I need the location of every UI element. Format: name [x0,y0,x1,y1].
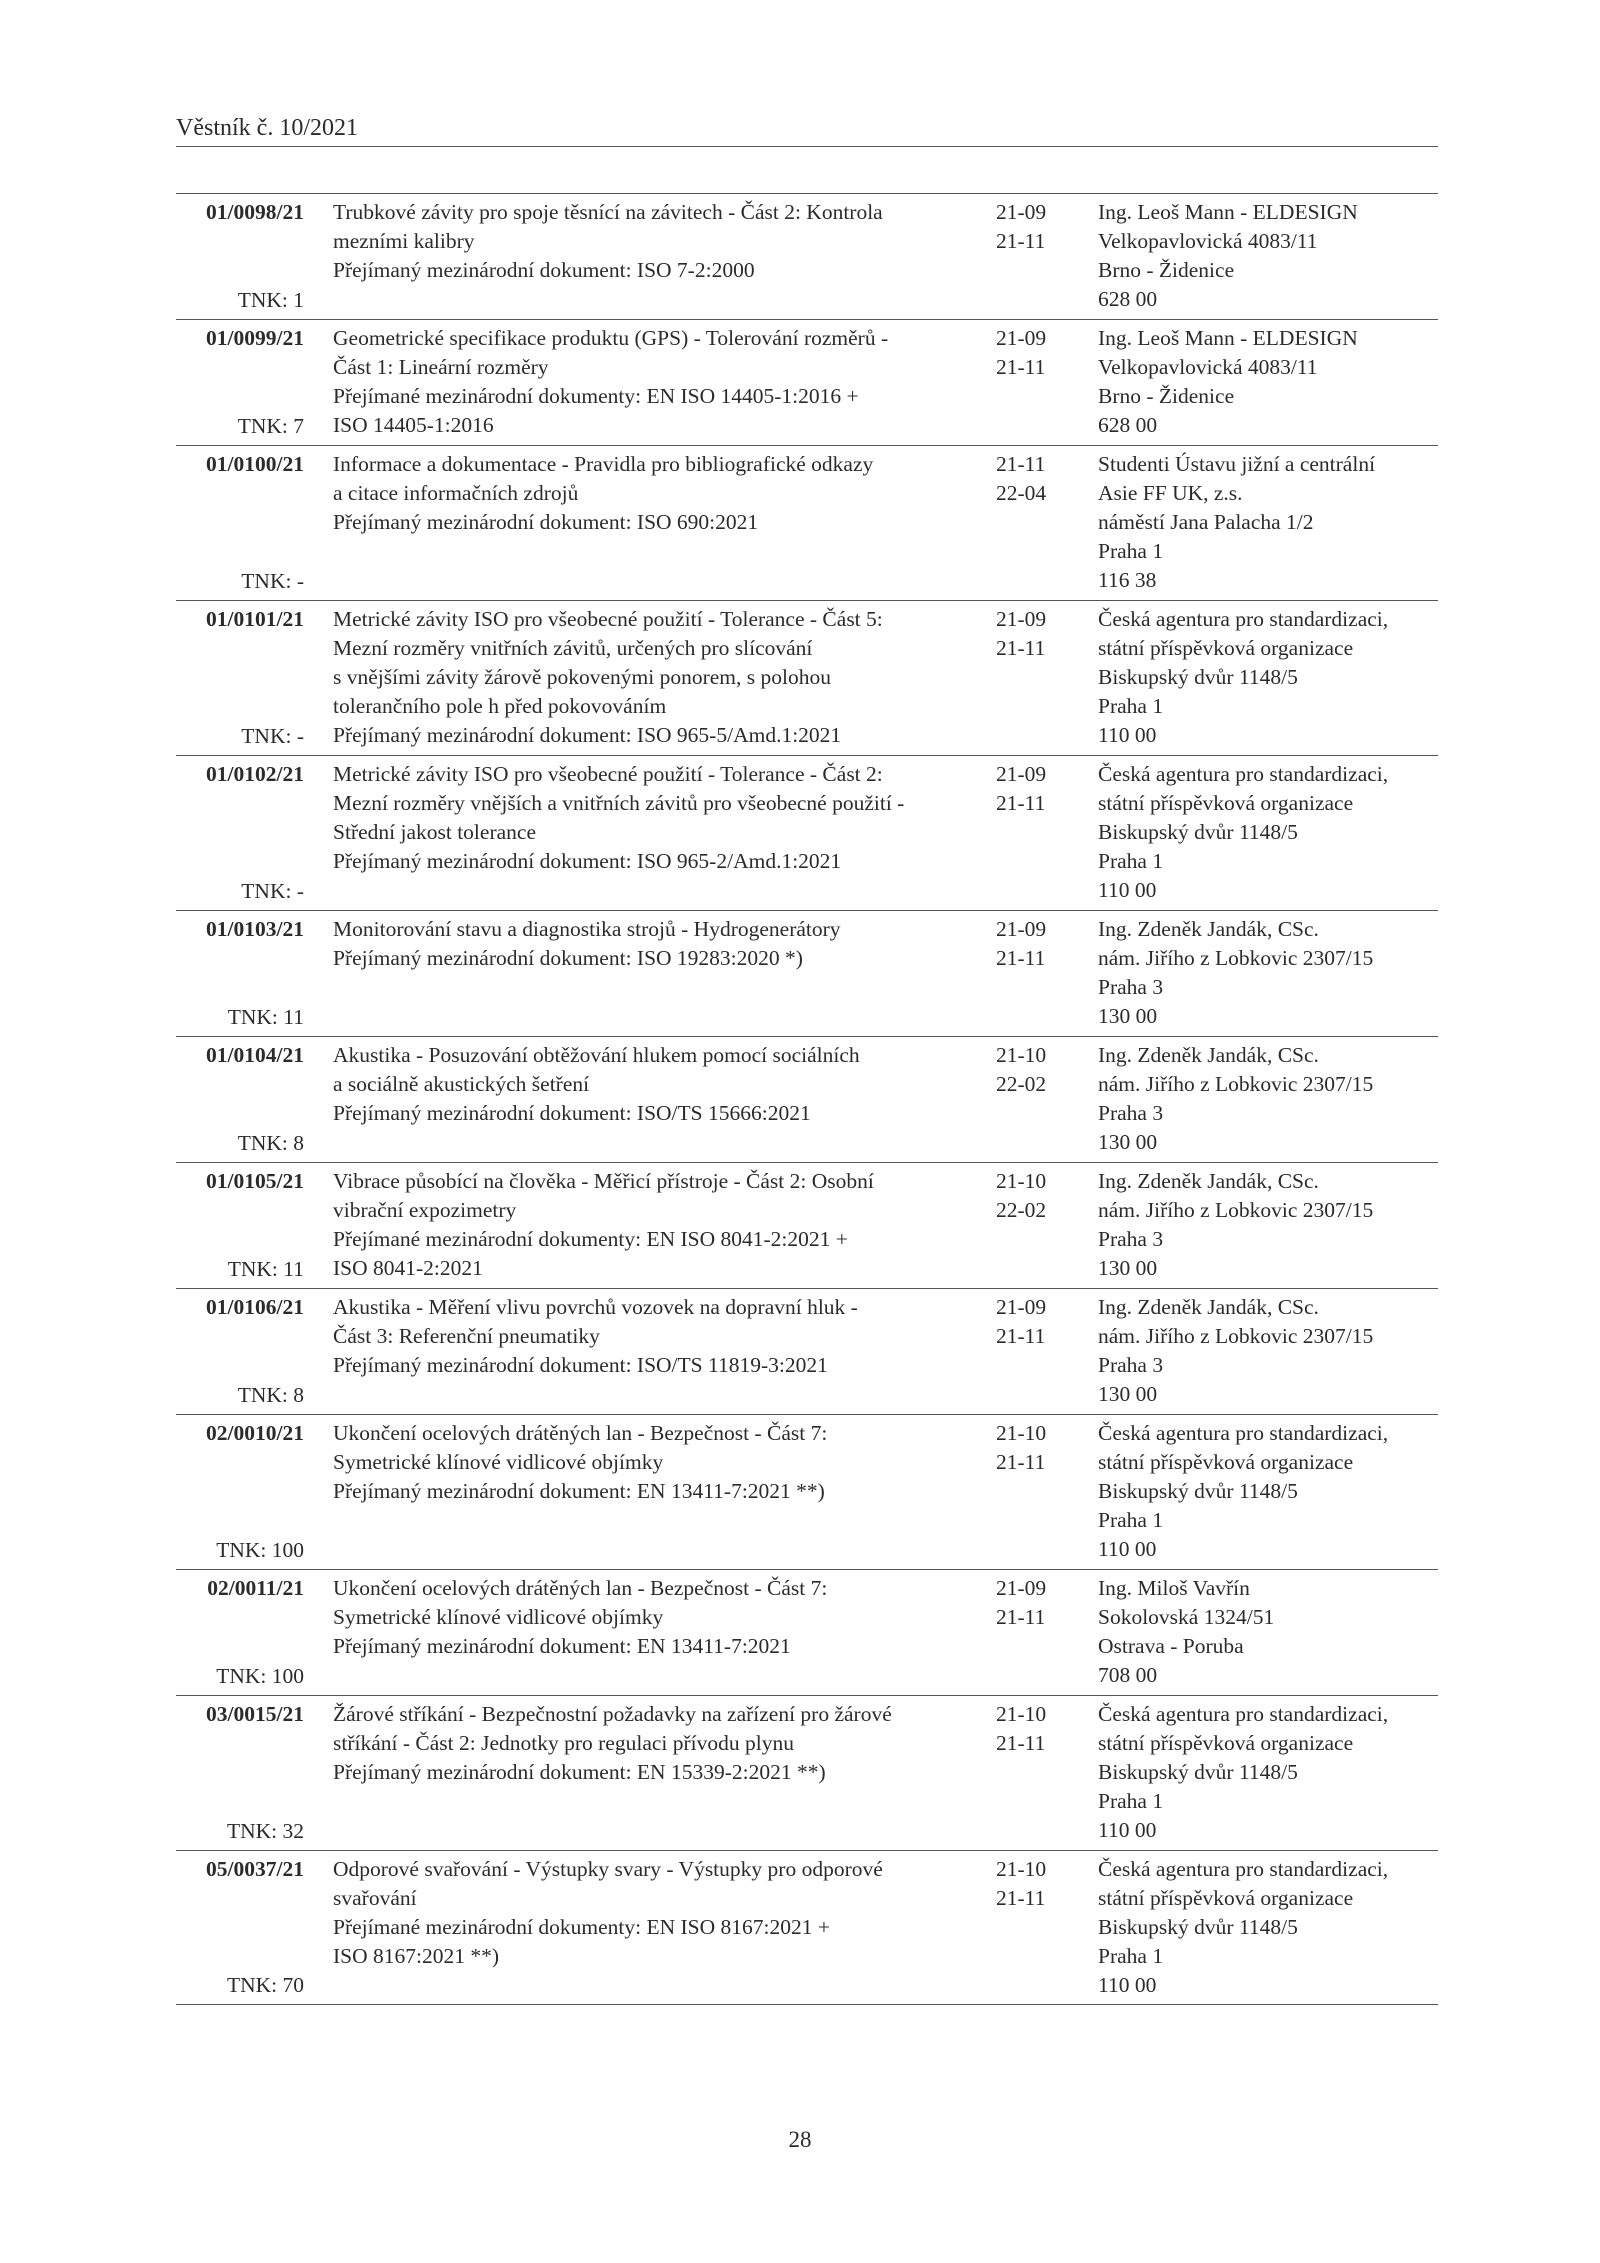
title-line: Přejímaný mezinárodní dokument: EN 15339-2:2021 **) [333,1760,826,1784]
tnk-label: TNK: 11 [227,1005,304,1029]
table-row [176,1288,1438,1414]
contact-cell [1098,1419,1438,1564]
standard-title-cell [333,915,973,973]
title-line: Přejímaný mezinárodní dokument: ISO/TS 15666:2021 [333,1101,811,1125]
date-value: 21-10 [996,1702,1047,1726]
tnk-label: TNK: 1 [237,288,304,312]
tnk-label: TNK: 8 [237,1383,304,1407]
contact-cell [1098,198,1438,314]
standard-title-cell [333,1293,973,1380]
standard-title-cell [333,1855,973,1971]
row-number-cell [176,915,304,1032]
contact-cell [1098,1855,1438,2000]
contact-cell [1098,1574,1438,1690]
contact-line: Biskupský dvůr 1148/5 [1098,665,1298,689]
contact-line: Česká agentura pro standardizaci, [1098,762,1389,786]
dates-cell [996,1293,1076,1351]
row-number-cell [176,1574,304,1691]
date-value: 21-11 [996,1450,1046,1474]
title-line: vibrační expozimetry [333,1198,517,1222]
date-value: 21-09 [996,1295,1047,1319]
contact-line: Praha 3 [1098,975,1164,999]
table-row [176,319,1438,445]
table-row [176,1414,1438,1569]
title-line: Ukončení ocelových drátěných lan - Bezpečnost - Část 7: [333,1576,828,1600]
contact-line: 110 00 [1098,1973,1157,1997]
tnk-label: TNK: 32 [226,1819,304,1843]
title-line: Mezní rozměry vnitřních závitů, určených pro slícování [333,636,813,660]
standard-number: 02/0010/21 [206,1421,304,1445]
table-row [176,445,1438,600]
title-line: a citace informačních zdrojů [333,481,579,505]
contact-line: Česká agentura pro standardizaci, [1098,1421,1389,1445]
title-line: ISO 14405-1:2016 [333,413,494,437]
standard-number: 01/0101/21 [206,607,304,631]
title-line: Symetrické klínové vidlicové objímky [333,1605,664,1629]
standard-title-cell [333,450,973,537]
table-row [176,1695,1438,1850]
standard-title-cell [333,1419,973,1506]
contact-line: Ing. Zdeněk Jandák, CSc. [1098,1043,1319,1067]
contact-line: 110 00 [1098,1537,1157,1561]
contact-line: 708 00 [1098,1663,1158,1687]
tnk-label: TNK: 11 [227,1257,304,1281]
standard-title-cell [333,1574,973,1661]
row-number-cell [176,760,304,906]
contact-line: Ing. Zdeněk Jandák, CSc. [1098,1295,1319,1319]
contact-cell [1098,915,1438,1031]
contact-cell [1098,1041,1438,1157]
title-line: Přejímaný mezinárodní dokument: ISO 965-2/Amd.1:2021 [333,849,842,873]
contact-line: Praha 1 [1098,1789,1164,1813]
date-value: 21-11 [996,452,1046,476]
date-value: 22-02 [996,1072,1047,1096]
table-row [176,755,1438,910]
title-line: Informace a dokumentace - Pravidla pro bibliografické odkazy [333,452,874,476]
title-line: Přejímaný mezinárodní dokument: ISO 19283:2020 *) [333,946,803,970]
tnk-label: TNK: 100 [216,1538,304,1562]
contact-line: Praha 3 [1098,1101,1164,1125]
contact-line: 110 00 [1098,723,1157,747]
date-value: 21-09 [996,326,1047,350]
date-value: 21-09 [996,1576,1047,1600]
contact-line: Praha 3 [1098,1353,1164,1377]
date-value: 22-04 [996,481,1047,505]
contact-line: nám. Jiřího z Lobkovic 2307/15 [1098,1324,1374,1348]
contact-line: Česká agentura pro standardizaci, [1098,1857,1389,1881]
title-line: ISO 8167:2021 **) [333,1944,500,1968]
date-value: 21-09 [996,762,1047,786]
standard-number: 05/0037/21 [206,1857,304,1881]
standard-title-cell [333,324,973,440]
dates-cell [996,324,1076,382]
title-line: svařování [333,1886,417,1910]
date-value: 21-10 [996,1043,1047,1067]
title-line: Akustika - Posuzování obtěžování hlukem pomocí sociálních [333,1043,860,1067]
date-value: 21-11 [996,791,1046,815]
dates-cell [996,1041,1076,1099]
date-value: 21-11 [996,946,1046,970]
contact-cell [1098,760,1438,905]
title-line: Akustika - Měření vlivu povrchů vozovek na dopravní hluk - [333,1295,858,1319]
title-line: Část 1: Lineární rozměry [333,355,549,379]
tnk-label: TNK: - [241,879,304,903]
header-rule [176,146,1438,147]
contact-line: Praha 1 [1098,694,1164,718]
contact-line: Velkopavlovická 4083/11 [1098,355,1318,379]
contact-line: Praha 1 [1098,1508,1164,1532]
contact-line: Praha 1 [1098,539,1164,563]
title-line: a sociálně akustických šetření [333,1072,590,1096]
table-row [176,1569,1438,1695]
row-number-cell [176,1855,304,2000]
date-value: 21-10 [996,1421,1047,1445]
dates-cell [996,450,1076,508]
contact-line: Biskupský dvůr 1148/5 [1098,1479,1298,1503]
contact-line: státní příspěvková organizace [1098,1450,1354,1474]
title-line: Přejímaný mezinárodní dokument: ISO 7-2:2000 [333,258,755,282]
row-number-cell [176,1167,304,1284]
dates-cell [996,198,1076,256]
title-line: Část 3: Referenční pneumatiky [333,1324,600,1348]
date-value: 21-11 [996,636,1046,660]
title-line: Přejímaný mezinárodní dokument: EN 13411-7:2021 **) [333,1479,825,1503]
table-row [176,193,1438,319]
title-line: ISO 8041-2:2021 [333,1256,483,1280]
contact-line: Ing. Leoš Mann - ELDESIGN [1098,200,1358,224]
contact-line: Sokolovská 1324/51 [1098,1605,1275,1629]
date-value: 21-11 [996,1324,1046,1348]
contact-line: Brno - Židenice [1098,258,1235,282]
title-line: Symetrické klínové vidlicové objímky [333,1450,664,1474]
title-line: s vnějšími závity žárově pokovenými ponorem, s polohou [333,665,831,689]
standard-number: 01/0100/21 [206,452,304,476]
contact-line: 130 00 [1098,1256,1158,1280]
standard-number: 01/0106/21 [206,1295,304,1319]
title-line: Vibrace působící na člověka - Měřicí přístroje - Část 2: Osobní [333,1169,874,1193]
dates-cell [996,915,1076,973]
contact-line: Brno - Židenice [1098,384,1235,408]
table-row [176,1162,1438,1288]
tnk-label: TNK: 7 [237,414,304,438]
contact-line: 628 00 [1098,413,1158,437]
dates-cell [996,1700,1076,1758]
row-number-cell [176,1293,304,1410]
title-line: Přejímané mezinárodní dokumenty: EN ISO 14405-1:2016 + [333,384,859,408]
date-value: 21-09 [996,917,1047,941]
dates-cell [996,1574,1076,1632]
contact-cell [1098,324,1438,440]
contact-line: nám. Jiřího z Lobkovic 2307/15 [1098,946,1374,970]
standard-title-cell [333,1700,973,1787]
contact-line: Praha 3 [1098,1227,1164,1251]
tnk-label: TNK: 8 [237,1131,304,1155]
contact-line: Ing. Leoš Mann - ELDESIGN [1098,326,1358,350]
standard-title-cell [333,760,973,876]
tnk-label: TNK: 70 [226,1973,304,1997]
contact-line: 628 00 [1098,287,1158,311]
contact-cell [1098,1293,1438,1409]
title-line: stříkání - Část 2: Jednotky pro regulaci přívodu plynu [333,1731,794,1755]
standard-number: 02/0011/21 [207,1576,304,1600]
contact-line: nám. Jiřího z Lobkovic 2307/15 [1098,1072,1374,1096]
tnk-label: TNK: 100 [216,1664,304,1688]
contact-line: Praha 1 [1098,1944,1164,1968]
contact-line: Biskupský dvůr 1148/5 [1098,1915,1298,1939]
contact-line: 110 00 [1098,1818,1157,1842]
contact-line: Ing. Miloš Vavřín [1098,1576,1250,1600]
contact-line: Ostrava - Poruba [1098,1634,1244,1658]
row-number-cell [176,605,304,751]
contact-line: Studenti Ústavu jižní a centrální [1098,452,1376,476]
standard-title-cell [333,198,973,285]
title-line: Geometrické specifikace produktu (GPS) - Tolerování rozměrů - [333,326,889,350]
contact-line: 110 00 [1098,878,1157,902]
date-value: 21-11 [996,1886,1046,1910]
title-line: Přejímaný mezinárodní dokument: EN 13411-7:2021 [333,1634,791,1658]
contact-cell [1098,605,1438,750]
title-line: Metrické závity ISO pro všeobecné použití - Tolerance - Část 2: [333,762,883,786]
title-line: Přejímaný mezinárodní dokument: ISO 965-5/Amd.1:2021 [333,723,842,747]
contact-line: Biskupský dvůr 1148/5 [1098,820,1298,844]
contact-line: nám. Jiřího z Lobkovic 2307/15 [1098,1198,1374,1222]
standard-number: 03/0015/21 [206,1702,304,1726]
contact-line: státní příspěvková organizace [1098,1731,1354,1755]
standard-number: 01/0103/21 [206,917,304,941]
title-line: Trubkové závity pro spoje těsnící na závitech - Část 2: Kontrola [333,200,883,224]
contact-line: Praha 1 [1098,849,1164,873]
title-line: tolerančního pole h před pokovováním [333,694,667,718]
table-row [176,910,1438,1036]
contact-line: státní příspěvková organizace [1098,636,1354,660]
title-line: Mezní rozměry vnějších a vnitřních závitů pro všeobecné použití - [333,791,905,815]
date-value: 21-10 [996,1169,1047,1193]
dates-cell [996,1419,1076,1477]
page-header-title: Věstník č. 10/2021 [176,115,358,141]
title-line: Střední jakost tolerance [333,820,536,844]
date-value: 21-11 [996,355,1046,379]
title-line: Odporové svařování - Výstupky svary - Výstupky pro odporové [333,1857,883,1881]
row-number-cell [176,450,304,596]
date-value: 21-09 [996,607,1047,631]
title-line: mezními kalibry [333,229,475,253]
contact-line: 130 00 [1098,1130,1158,1154]
contact-line: Asie FF UK, z.s. [1098,481,1243,505]
table-row [176,1850,1438,2005]
contact-line: 130 00 [1098,1382,1158,1406]
contact-line: náměstí Jana Palacha 1/2 [1098,510,1314,534]
standard-title-cell [333,605,973,750]
standard-title-cell [333,1167,973,1283]
table-row [176,600,1438,755]
title-line: Přejímaný mezinárodní dokument: ISO/TS 11819-3:2021 [333,1353,828,1377]
row-number-cell [176,198,304,315]
date-value: 21-11 [996,1605,1046,1629]
standard-title-cell [333,1041,973,1128]
date-value: 21-10 [996,1857,1047,1881]
contact-cell [1098,1167,1438,1283]
contact-line: 116 38 [1098,568,1157,592]
date-value: 21-11 [996,1731,1046,1755]
contact-line: Ing. Zdeněk Jandák, CSc. [1098,917,1319,941]
row-number-cell [176,1041,304,1158]
standard-number: 01/0104/21 [206,1043,304,1067]
title-line: Přejímaný mezinárodní dokument: ISO 690:2021 [333,510,759,534]
standard-number: 01/0098/21 [206,200,304,224]
contact-cell [1098,1700,1438,1845]
table-row [176,1036,1438,1162]
title-line: Ukončení ocelových drátěných lan - Bezpečnost - Část 7: [333,1421,828,1445]
dates-cell [996,605,1076,663]
contact-cell [1098,450,1438,595]
contact-line: Česká agentura pro standardizaci, [1098,607,1389,631]
standard-number: 01/0102/21 [206,762,304,786]
page-number: 28 [788,2127,812,2152]
title-line: Žárové stříkání - Bezpečnostní požadavky na zařízení pro žárové [333,1702,892,1726]
date-value: 21-11 [996,229,1046,253]
title-line: Přejímané mezinárodní dokumenty: EN ISO 8167:2021 + [333,1915,830,1939]
dates-cell [996,1167,1076,1225]
contact-line: Ing. Zdeněk Jandák, CSc. [1098,1169,1319,1193]
contact-line: státní příspěvková organizace [1098,1886,1354,1910]
standard-number: 01/0099/21 [206,326,304,350]
contact-line: Česká agentura pro standardizaci, [1098,1702,1389,1726]
contact-line: 130 00 [1098,1004,1158,1028]
title-line: Metrické závity ISO pro všeobecné použití - Tolerance - Část 5: [333,607,883,631]
contact-line: Biskupský dvůr 1148/5 [1098,1760,1298,1784]
contact-line: Velkopavlovická 4083/11 [1098,229,1318,253]
date-value: 21-09 [996,200,1047,224]
row-number-cell [176,1419,304,1565]
dates-cell [996,1855,1076,1913]
tnk-label: TNK: - [241,569,304,593]
title-line: Přejímané mezinárodní dokumenty: EN ISO 8041-2:2021 + [333,1227,848,1251]
title-line: Monitorování stavu a diagnostika strojů - Hydrogenerátory [333,917,841,941]
row-number-cell [176,1700,304,1846]
row-number-cell [176,324,304,441]
date-value: 22-02 [996,1198,1047,1222]
standards-table [176,193,1438,2005]
tnk-label: TNK: - [241,724,304,748]
contact-line: státní příspěvková organizace [1098,791,1354,815]
standard-number: 01/0105/21 [206,1169,304,1193]
dates-cell [996,760,1076,818]
